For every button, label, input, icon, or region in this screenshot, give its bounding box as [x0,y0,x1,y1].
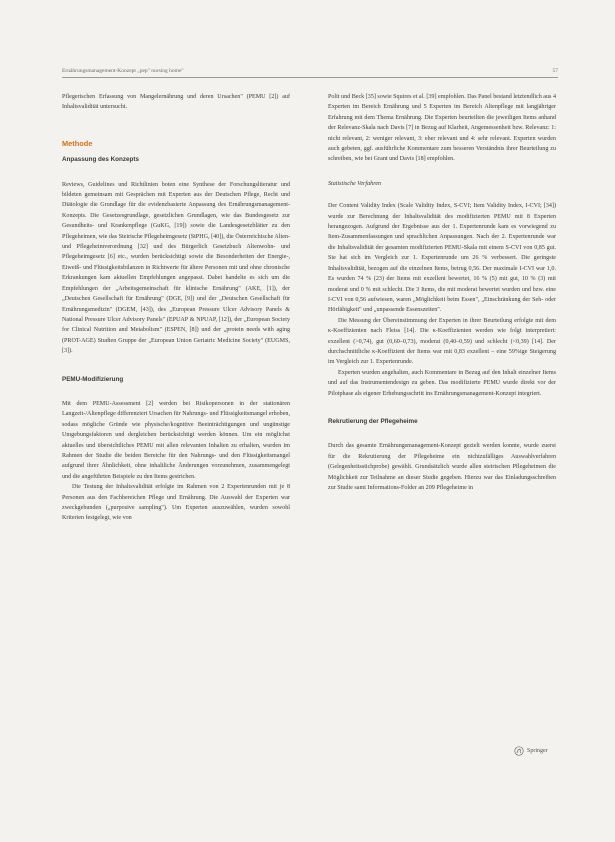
running-head-title: Ernährungsmanagement-Konzept „pep" nursing home" [62,68,184,74]
paragraph-testung: Die Testung der Inhaltsvalidität erfolgte im Rahmen von 2 Expertenrunden mit je 8 Personen aus den Fachbereichen Pflege und Ernährung. Die Auswahl der Experten war zweckgebunden („purposive sampling"). Um Experten auszuwählen, wurden sowohl Kriterien festgelegt, wie von [62,484,290,522]
intro-paragraph: Pflegerischen Erfassung von Mangelernährung und deren Ursachen" (PEMU [2]) auf Inhaltsvalidität untersucht. [62,94,290,111]
paragraph-kappa: Die Messung der Übereinstimmung der Experten in ihrer Beurteilung erfolgte mit dem κ-Koeffizienten nach Fleiss [14]. Die κ-Koeffizienten werden wie folgt interpretiert: exzellent (>0,74), gut (0,60–0,73), moderat (0,40–0,59) und schlecht (<0,39) [14]. Der durchschnittliche κ-Koeffizient der Items war mit 0,83 exzellent – eine 59%ige Steigerung im Vergleich zur 1. Expertenrunde. [328,317,556,366]
subheading-anpassung: Anpassung des Konzepts [62,156,139,164]
subheading-pemu: PEMU-Modifizierung [62,375,124,383]
page-number: 57 [552,68,558,74]
left-column [62,92,290,524]
paragraph-anpassung: Reviews, Guidelines und Richtlinien boten eine Synthese der Forschungsliteratur und bildeten gemeinsam mit Gesprächen mit Experten aus der Deutschen Pflege, Recht und Diätologie die Grundlage für die evidenzbasierte Anpassung des Ernährungsmanagement-Konzepts. Die Gesetzesgrundlage, gesetzlichen Grundlagen, wie das Bundesgesetz zur Gesundheits- und Krankenpflege (GuKG, [19]) sowie die Landesgesetzblätter zu den Pflegeheimen, wie das Steirische Pflegeheimgesetz (StPHG, [40]), die Österreichische Alten- und Pflegeheimverordnung [32] und des Bürgerlich Gesetzbuch Altenwohn- und Pflegeheimgesetz [6] etc., wurden berücksichtigt sowie die Besonderheiten der Energie-, Eiweiß- und Flüssigkeitsbilanzen in Richtwerte für ältere Personen mit und ohne chronische Erkrankungen kam aktuellen Empfehlungen angepasst. Dabei handelte es sich um die Empfehlungen der „Arbeitsgemeinschaft für klinische Ernährung" (AKE, [1]), der „Deutschen Gesellschaft für Ernährung" (DGE, [9]) und der „Deutschen Gesellschaft für Ernährungsmedizin" (DGEM, [43]), des „European Pressure Ulcer Advisory Panels & National Pressure Ulcer Advisory Panels" (EPUAP & NPUAP, [12]), der „European Society for Clinical Nutrition and Metabolism" (ESPEN, [8]) und der „protein needs with aging (PROT-AGE) Studien Gruppe der „European Union Geriatric Medicine Society" (EUGMS, [3]). [62,181,290,355]
paragraph-pemu: Mit dem PEMU-Assessment [2] werden bei Risikopersonen in der stationären Langzeit-/Altenpflege differenziert Ursachen für Nahrungs- und Flüssigkeitsmangel erhoben, sodass mögliche Gründe wie physische/kognitive Beeinträchtigungen und ungünstige Umgebungsfaktoren und dergleichen berücksichtigt werden können. Um ein möglichst aktuelles und übersichtliches PEMU mit allen relevanten Inhalten zu erhalten, wurden im Rahmen der Studie die beiden Bereiche für den Nahrungs- und den Flüssigkeitsmangel aufgrund ihrer Ähnlichkeit, ohne inhaltliche Änderungen vorzunehmen, zusammengelegt und die angeführten Beispiele zu den Items gestrichen. [62,400,290,480]
springer-horse-icon [514,746,524,756]
paragraph-experten: Polit und Beck [35] sowie Squires et al. [39] empfohlen. Das Panel bestand letztendlich aus 4 Experten im Bereich Ernährung und 5 Experten im Bereich Altenpflege mit langjähriger Erfahrung mit dem Thema Ernährung. Die Experten beurteilten die jeweiligen Items anhand der Relevanz-Skala nach Davis [7] in Bezug auf Klarheit, Angemessenheit bzw. Relevanz: 1: nicht relevant, 2: weniger relevant, 3: eher relevant und 4: sehr relevant. Experten wurden auch gebeten, ggf. ausführliche Kommentare zum besseren Verständnis ihrer Beurteilung zu schreiben, wie bei Grant und Davis [18] empfohlen. [328,94,556,163]
publisher-name: Springer [527,748,548,754]
running-head [62,68,558,78]
right-column [328,92,556,493]
paragraph-kommentare: Experten wurden angehalten, auch Kommentare in Bezug auf den Inhalt einzelner Items und auf das Instrumentendesign zu geben. Das modifizierte PEMU wurde direkt vor der Pilotphase als eigener Erhebungsschritt ins Ernährungsmanagement-Konzept integriert. [328,369,556,397]
subheading-rekrutierung: Rekrutierung der Pflegeheime [328,417,418,425]
publisher-logo [514,746,548,756]
subheading-statistik: Statistische Verfahren [328,180,382,187]
paragraph-rekrutierung: Durch das gesamte Ernährungsmanagement-Konzept gezielt werden konnte, wurde zuerst für die Rekrutierung der Pflegeheime ein nichtzufälliges Auswahlverfahren (Gelegenheitsstichprobe) gewählt. Grundsätzlich wurde allen steirischen Pflegeheimen die Möglichkeit zur Teilnahme an dieser Studie gegeben. Hierzu war das Einladungsschreiben zur Studie samt Informations-Folder an 209 Pflegeheime in [328,443,556,491]
paragraph-cvi: Der Content Validity Index (Scale Validity Index, S-CVI; Item Validity Index, I-CVI; [34]) wurde zur Berechnung der Inhaltsvalidität des modifizierten PEMU mit 8 Experten herangezogen. Aufgrund der Ergebnisse aus der 1. Expertenrunde kam es vorwiegend zu Item-Zusammenfassungen und sprachlichen Anpassungen. Nach der 2. Expertenrunde war die Inhaltsvalidität der gesamten modifizierten PEMU-Skala mit einem S-CVI von 0,85 gut. Sie hat sich im Vergleich zur 1. Expertenrunde um 26 % verbessert. Die geringste Inhaltsvalidität, bezogen auf die einzelnen Items, betrug 0,56. Der maximale I-CVI war 1,0. Es wurden 74 % (23) der Items mit exzellent bewertet, 16 % (5) mit gut, 10 % (3) mit moderat und 0 % mit schlecht. Die 3 Items, die mit moderat bewertet wurden und bzw. eine I-CVI von 0,56 aufwiesen, waren „Möglichkeit beim Essen", „Einschränkung der Seh- oder Hörfähigkeit" und „unpassende Essenszeiten". [328,203,556,314]
section-heading-methode: Methode [62,138,93,148]
